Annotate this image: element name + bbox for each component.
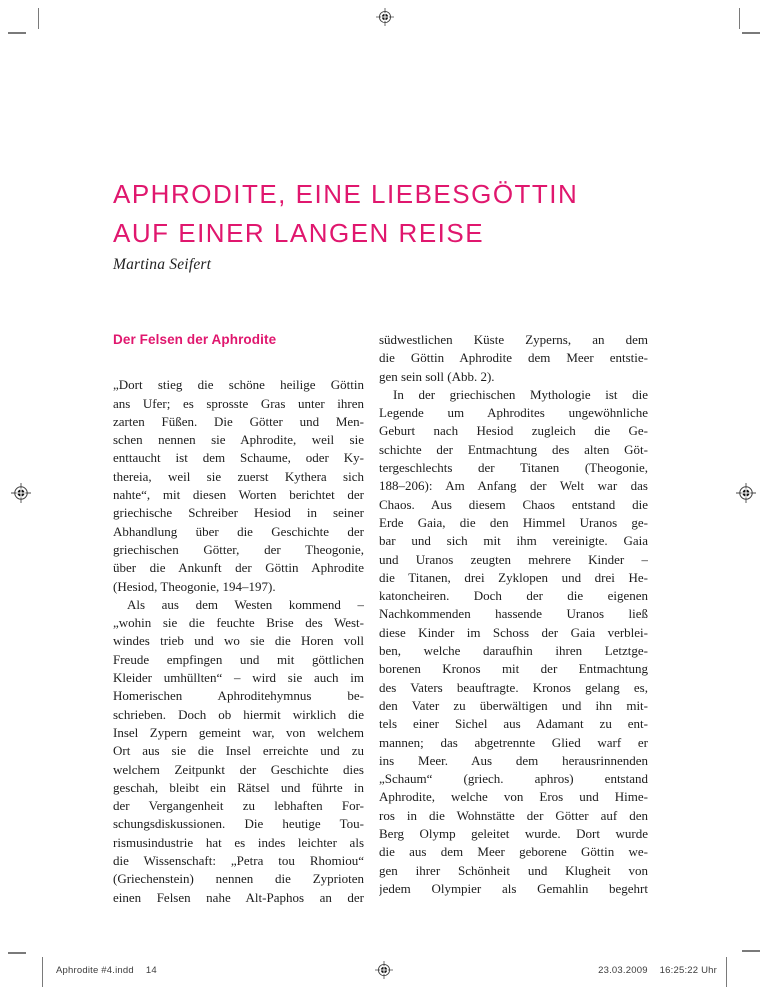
footer-rule-right [726, 957, 727, 987]
crop-mark-top-right-horizontal [742, 32, 760, 34]
text-line: griechischen Götter, der Theogonie, [113, 541, 364, 557]
right-column [379, 331, 648, 907]
text-line: bar und sich mit ihm vereinigte. Gaia [379, 533, 648, 549]
text-line: „Dort stieg die schöne heilige Göttin [113, 377, 364, 393]
text-line: Berg Olymp geleitet wurde. Dort wurde [379, 826, 648, 842]
text-line: die Wissenschaft: „Petra tou Rhomiou“ [113, 853, 364, 869]
footer-page-number: 14 [145, 965, 157, 976]
left-column-body [113, 376, 364, 907]
footer-date: 23.03.2009 [598, 965, 648, 976]
text-line: thereia, weil sie zuerst Kythera sich [113, 468, 364, 484]
footer-document-info [56, 965, 157, 976]
author-name: Martina Seifert [113, 256, 212, 273]
text-line: ben, welche daraufhin ihren Letztge- [379, 643, 648, 659]
text-line: zarten Füßen. Die Götter und Men- [113, 413, 364, 429]
text-line: einen Felsen nahe Alt-Paphos an der [113, 889, 364, 905]
text-line: 188–206): Am Anfang der Welt war das [379, 478, 648, 494]
registration-target-icon [11, 483, 31, 503]
text-line: Legende um Aphrodites ungewöhnliche [379, 405, 648, 421]
crop-mark-top-right-vertical [739, 8, 740, 29]
text-line: mannen; das abgetrennte Glied warf er [379, 734, 648, 750]
text-line: welchem Zeitpunkt der Geschichte dies [113, 761, 364, 777]
text-line: schungsdiskussionen. Die heutige Tou- [113, 816, 364, 832]
text-line: Ort aus sie die Insel erreichte und zu [113, 743, 364, 759]
footer-rule-left [42, 957, 43, 987]
text-line: die aus dem Meer geborene Göttin we- [379, 844, 648, 860]
text-line: rismusindustrie hat es indes leichter als [113, 834, 364, 850]
left-column [113, 331, 364, 907]
text-line: Erde Gaia, die den Himmel Uranos ge- [379, 514, 648, 530]
text-line: Chaos. Aus diesem Chaos entstand die [379, 496, 648, 512]
registration-target-icon [736, 483, 756, 503]
text-line: jedem Olympier als Gemahlin begehrt [379, 880, 648, 896]
footer-time: 16:25:22 Uhr [659, 965, 717, 976]
text-line: der Vergangenheit zu lebhaften For- [113, 798, 364, 814]
text-line: ros in die Wohnstätte der Götter auf den [379, 807, 648, 823]
crop-mark-bottom-right-horizontal [742, 950, 760, 952]
footer-document-name: Aphrodite #4.indd [56, 965, 134, 976]
text-line: diese Kinder im Schoss der Gaia verblei- [379, 624, 648, 640]
text-line: In der griechischen Mythologie ist die [393, 386, 648, 402]
chapter-title-line-1: APHRODITE, EINE LIEBESGÖTTIN [113, 179, 579, 209]
text-line: südwestlichen Küste Zyperns, an dem [379, 332, 648, 347]
text-line: geschah, bleibt ein Rätsel und führte in [113, 779, 364, 795]
text-line: Insel Zypern gemeint war, von welchem [113, 724, 364, 740]
footer-timestamp [598, 965, 717, 976]
text-line: Freude empfingen und mit göttlichen [113, 651, 364, 667]
text-line: (Hesiod, Theogonie, 194–197). [113, 578, 276, 594]
text-line: gen sein soll (Abb. 2). [379, 368, 495, 384]
text-line: Kleider umhüllten“ – wird sie auch im [113, 670, 364, 686]
crop-mark-bottom-left-horizontal [8, 952, 26, 954]
chapter-title-line-2: AUF EINER LANGEN REISE [113, 218, 485, 248]
text-line: ans Ufer; es sprosste Gras unter ihren [113, 395, 364, 411]
text-line: (Griechenstein) nennen die Zyprioten [113, 871, 364, 887]
text-line: über die Ankunft der Göttin Aphrodite [113, 560, 364, 576]
chapter-title [113, 175, 578, 253]
section-heading: Der Felsen der Aphrodite [113, 332, 277, 347]
text-line: ins Meer. Aus dem herausrinnenden [379, 752, 648, 768]
text-line: katoncheiren. Doch der die eigenen [379, 588, 648, 604]
text-line: Nachkommenden hassende Uranos ließ [379, 606, 648, 622]
text-line: windes trieb und wo sie die Horen voll [113, 633, 364, 649]
text-line: die Titanen, drei Zyklopen und drei He- [379, 569, 648, 585]
text-line: nahte“, mit diesen Worten berichtet der [113, 487, 364, 503]
text-line: „wohin sie die feuchte Brise des West- [113, 615, 364, 631]
text-line: borenen Kronos mit der Entmachtung [379, 661, 648, 677]
text-line: schrieben. Doch ob hiermit wirklich die [113, 706, 364, 722]
text-line: Als aus dem Westen kommend – [127, 596, 364, 612]
text-line: gen ihrer Schönheit und Klugheit von [379, 862, 648, 878]
registration-target-icon [376, 8, 394, 26]
text-line: Aphrodite, welche von Eros und Hime- [379, 789, 648, 805]
text-line: Abhandlung über die Geschichte der [113, 523, 364, 539]
text-line: griechische Schreiber Hesiod in seiner [113, 505, 364, 521]
text-line: „Schaum“ (griech. aphros) entstand [379, 771, 648, 787]
text-line: tels einer Sichel aus Adamant zu ent- [379, 716, 648, 732]
text-line: schichte der Entmachtung des alten Göt- [379, 441, 648, 457]
registration-target-icon [375, 961, 393, 979]
text-line: und Uranos zeugten mehrere Kinder – [379, 551, 648, 567]
text-line: die Göttin Aphrodite dem Meer entstie- [379, 350, 648, 366]
right-column-body [379, 331, 648, 898]
text-line: tergeschlechts der Titanen (Theogonie, [379, 460, 648, 476]
text-line: des Vaters beauftragte. Kronos gelang es, [379, 679, 648, 695]
article-columns [113, 331, 648, 907]
text-line: enttaucht ist dem Schaume, oder Ky- [113, 450, 364, 466]
crop-mark-top-left-horizontal [8, 32, 26, 34]
text-line: den Vater zu überwältigen und ihn mit- [379, 697, 648, 713]
text-line: Homerischen Aphroditehymnus be- [113, 688, 364, 704]
text-line: schen nennen sie Aphrodite, weil sie [113, 432, 364, 448]
text-line: Geburt nach Hesiod zugleich die Ge- [379, 423, 648, 439]
crop-mark-top-left-vertical [38, 8, 39, 29]
